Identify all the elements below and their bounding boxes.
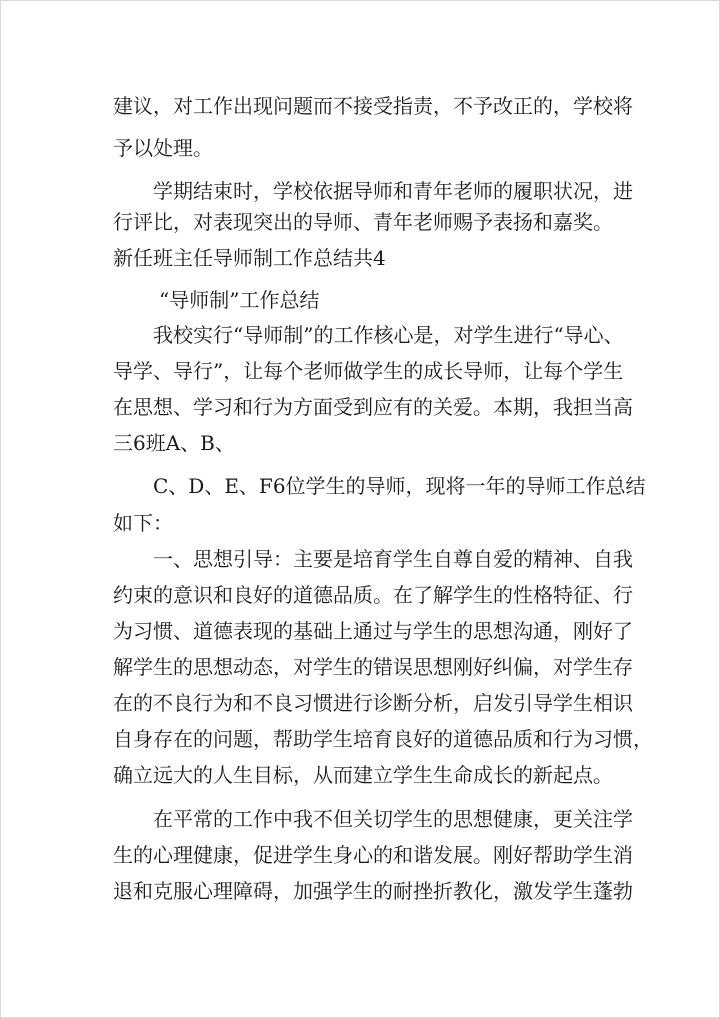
text-line: 在平常的工作中我不但关切学生的思想健康，更关注学 (153, 807, 633, 831)
text-line: 学期结束时，学校依据导师和青年老师的履职状况，进 (153, 179, 633, 203)
text-line: 建议，对工作出现问题而不接受指责，不予改正的，学校将 (113, 94, 633, 118)
text-line: 在思想、学习和行为方面受到应有的关爱。本期，我担当高 (113, 395, 633, 419)
text-line: 解学生的思想动态，对学生的错误思想刚好纠偏，对学生存 (113, 655, 633, 679)
text-line: 一、思想引导：主要是培育学生自尊自爱的精神、自我 (153, 547, 633, 571)
text-line: 我校实行“导师制”的工作核心是，对学生进行“导心、 (153, 323, 624, 347)
document-title: “导师制”工作总结 (159, 288, 320, 312)
text-line: C、D、E、F6位学生的导师，现将一年的导师工作总结 (153, 474, 646, 498)
text-line: 退和克服心理障碍，加强学生的耐挫折教化，激发学生蓬勃 (113, 879, 633, 903)
text-line: 在的不良行为和不良习惯进行诊断分析，启发引导学生相识 (113, 691, 633, 715)
text-line: 约束的意识和良好的道德品质。在了解学生的性格特征、行 (113, 583, 633, 607)
section-heading: 新任班主任导师制工作总结共4 (113, 246, 386, 270)
text-line: 生的心理健康，促进学生身心的和谐发展。刚好帮助学生消 (113, 843, 633, 867)
text-line: 导学、导行”，让每个老师做学生的成长导师，让每个学生 (113, 359, 624, 383)
text-line: 三6班A、B、 (113, 431, 235, 455)
text-line: 确立远大的人生目标，从而建立学生生命成长的新起点。 (113, 763, 613, 787)
text-line: 自身存在的问题，帮助学生培育良好的道德品质和行为习惯， (113, 727, 653, 751)
text-line: 予以处理。 (113, 136, 213, 160)
text-line: 如下： (113, 511, 173, 535)
text-line: 行评比，对表现突出的导师、青年老师赐予表扬和嘉奖。 (113, 210, 613, 234)
text-line: 为习惯、道德表现的基础上通过与学生的思想沟通，刚好了 (113, 619, 633, 643)
